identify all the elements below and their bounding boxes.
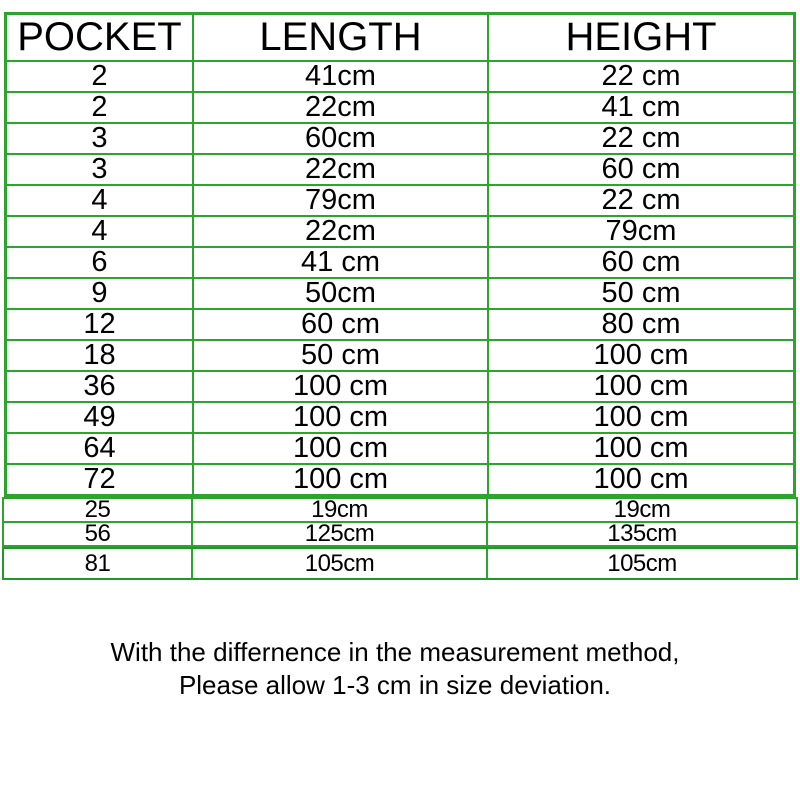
table-row (7, 310, 793, 341)
pocket-cell: 4 (7, 217, 194, 246)
table-row-extra (2, 521, 798, 547)
length-cell: 105cm (193, 549, 488, 578)
table-header-row (7, 15, 793, 62)
table-row (7, 279, 793, 310)
pocket-cell: 56 (4, 523, 193, 545)
pocket-cell: 3 (7, 124, 194, 153)
table-row (7, 93, 793, 124)
header-height: HEIGHT (565, 15, 717, 59)
pocket-cell: 36 (7, 372, 194, 401)
length-cell: 100 cm (194, 403, 489, 432)
length-cell: 41cm (194, 62, 489, 91)
length-cell: 100 cm (194, 465, 489, 494)
height-cell: 100 cm (593, 341, 689, 370)
height-cell: 22 cm (601, 62, 681, 91)
note-line-2: Please allow 1-3 cm in size deviation. (178, 670, 612, 700)
size-deviation-note (0, 636, 790, 702)
table-row (7, 341, 793, 372)
table-row (7, 217, 793, 248)
pocket-cell: 2 (7, 93, 194, 122)
length-cell: 125cm (193, 523, 488, 545)
height-cell: 105cm (607, 549, 677, 577)
pocket-cell: 9 (7, 279, 194, 308)
table-row-extra (2, 497, 798, 523)
length-cell: 60cm (194, 124, 489, 153)
note-line-1: With the differnence in the measurement method, (110, 637, 680, 667)
header-pocket: POCKET (7, 15, 194, 60)
length-cell: 19cm (193, 499, 488, 521)
size-table (4, 12, 796, 497)
height-cell: 22 cm (601, 186, 681, 215)
table-row (7, 248, 793, 279)
length-cell: 22cm (194, 93, 489, 122)
table-row (7, 155, 793, 186)
table-row-extra (2, 547, 798, 580)
length-cell: 41 cm (194, 248, 489, 277)
pocket-cell: 3 (7, 155, 194, 184)
height-cell: 22 cm (601, 124, 681, 153)
pocket-cell: 4 (7, 186, 194, 215)
height-cell: 79cm (605, 217, 677, 246)
height-cell: 100 cm (593, 372, 689, 401)
pocket-cell: 25 (4, 499, 193, 521)
table-row (7, 372, 793, 403)
pocket-cell: 18 (7, 341, 194, 370)
header-length: LENGTH (194, 15, 489, 60)
length-cell: 50cm (194, 279, 489, 308)
length-cell: 100 cm (194, 372, 489, 401)
table-row (7, 403, 793, 434)
pocket-cell: 81 (4, 549, 193, 578)
height-cell: 135cm (607, 523, 677, 545)
pocket-cell: 6 (7, 248, 194, 277)
height-cell: 60 cm (601, 248, 681, 277)
height-cell: 100 cm (593, 434, 689, 463)
pocket-cell: 49 (7, 403, 194, 432)
pocket-cell: 64 (7, 434, 194, 463)
height-cell: 60 cm (601, 155, 681, 184)
table-row (7, 124, 793, 155)
length-cell: 22cm (194, 155, 489, 184)
table-row (7, 434, 793, 465)
pocket-cell: 12 (7, 310, 194, 339)
pocket-cell: 2 (7, 62, 194, 91)
length-cell: 60 cm (194, 310, 489, 339)
table-row (7, 62, 793, 93)
table-row (7, 186, 793, 217)
height-cell: 50 cm (601, 279, 681, 308)
height-cell: 80 cm (601, 310, 681, 339)
length-cell: 79cm (194, 186, 489, 215)
length-cell: 22cm (194, 217, 489, 246)
height-cell: 19cm (613, 499, 671, 521)
height-cell: 100 cm (593, 403, 689, 432)
table-row (7, 465, 793, 494)
pocket-cell: 72 (7, 465, 194, 494)
height-cell: 41 cm (601, 93, 681, 122)
height-cell: 100 cm (593, 465, 689, 494)
length-cell: 50 cm (194, 341, 489, 370)
length-cell: 100 cm (194, 434, 489, 463)
